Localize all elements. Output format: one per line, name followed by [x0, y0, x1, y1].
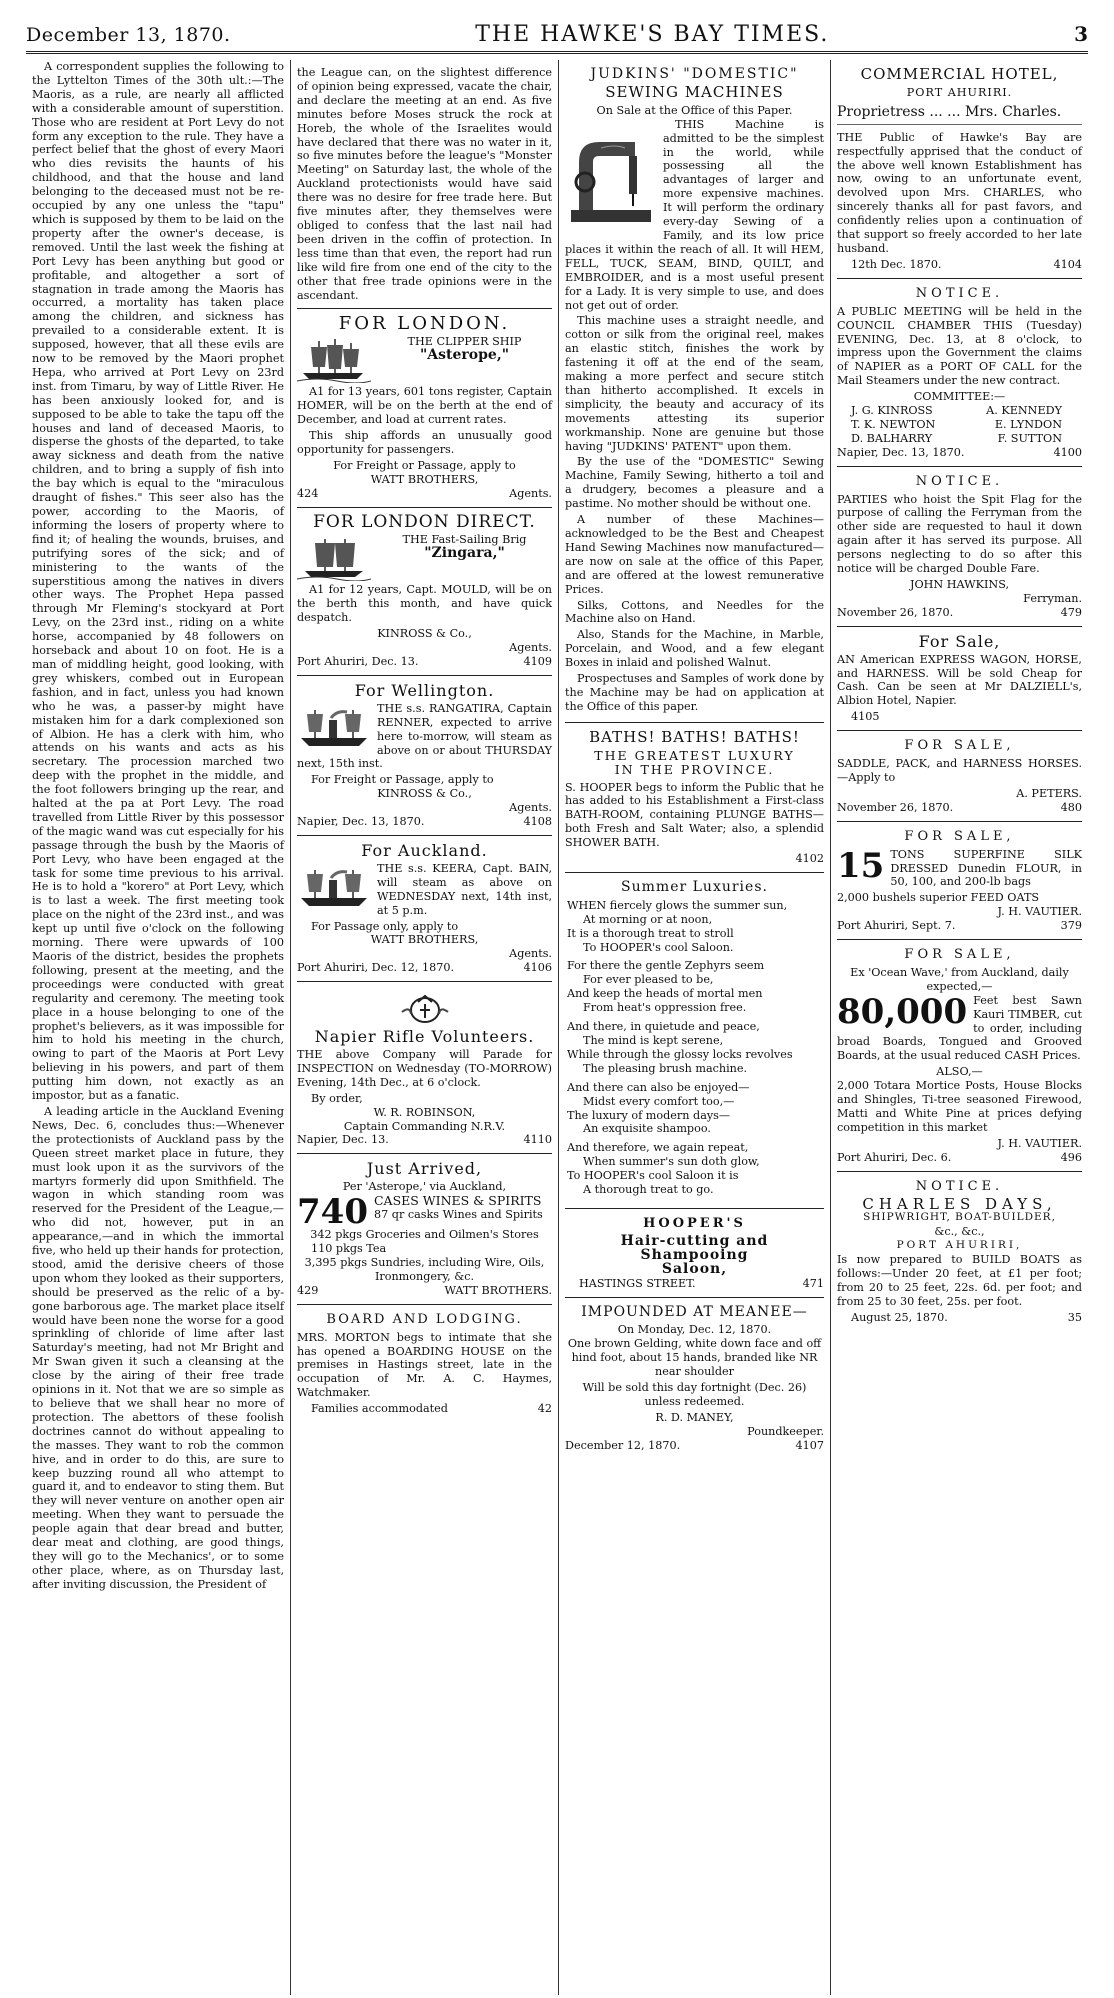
ad-body: A1 for 13 years, 601 tons register, Captain HOMER, will be on the berth at the end of December, and load at current rates.	[297, 385, 552, 427]
ad-place: Napier, Dec. 13.	[297, 1133, 389, 1147]
issue-date: December 13, 1870.	[26, 24, 231, 46]
newspaper-title: THE HAWKE'S BAY TIMES.	[475, 22, 830, 47]
ad-body: AN American EXPRESS WAGON, HORSE, and HARNESS. Will be sold Cheap for Cash. Can be seen at Mr DALZIELL's, Albion Hotel, Napier.	[837, 652, 1082, 708]
steamship-icon	[297, 704, 371, 750]
crest-icon	[398, 992, 452, 1026]
poem-line: And there can also be enjoyed—	[567, 1080, 750, 1094]
ad-for-sale-horses	[837, 731, 1082, 822]
ad-heading: For Sale,	[918, 631, 1001, 651]
signatory-title: Poundkeeper.	[747, 1424, 824, 1438]
ad-heading: For Wellington.	[354, 680, 495, 700]
quantity-figure: 80,000	[837, 991, 968, 1032]
ad-place: Port Ahuriri, Sept. 7.	[837, 919, 956, 933]
goods-line-4: 110 pkgs Tea	[311, 1242, 387, 1256]
ad-body: THE s.s. KEERA, Capt. BAIN, will steam as above on WEDNESDAY next, 14th inst, at 5 p.m.	[377, 861, 552, 917]
column-3	[558, 60, 830, 1995]
ad-for-wellington	[297, 676, 552, 836]
quantity-figure: 15	[837, 845, 885, 886]
signatory-title: Ferryman.	[1023, 591, 1082, 605]
committee-member: D. BALHARRY	[851, 431, 933, 445]
ad-body: PARTIES who hoist the Spit Flag for the purpose of calling the Ferryman from the other side are requested to haul it down again after it has served its purpose. All persons neglecting to do so after this notice will be charged Double Fare.	[837, 492, 1082, 576]
ad-heading: NOTICE.	[915, 285, 1004, 301]
ad-place: November 26, 1870.	[837, 800, 954, 814]
ad-hooper-saloon	[565, 1209, 824, 1298]
ad-number: 4107	[795, 1438, 824, 1452]
ad-number: 4102	[795, 852, 824, 866]
ad-for-london	[297, 309, 552, 507]
poem	[565, 899, 824, 1197]
ad-date: August 25, 1870.	[851, 1310, 948, 1324]
ad-notice-spit-flag	[837, 467, 1082, 627]
quantity-figure: 740	[297, 1192, 368, 1233]
ad-baths	[565, 723, 824, 873]
poem-line: The luxury of modern days—	[567, 1108, 731, 1122]
business-place: PORT AHURIRI,	[896, 1239, 1023, 1252]
ad-heading: FOR LONDON.	[338, 313, 511, 335]
poem-line: A thorough treat to go.	[583, 1183, 714, 1197]
ad-heading: NOTICE.	[915, 473, 1004, 489]
ad-heading: COMMERCIAL HOTEL,	[860, 65, 1059, 83]
business-name: CHARLES DAYS,	[862, 1194, 1057, 1213]
ad-place: Port Ahuriri, Dec. 6.	[837, 1150, 952, 1164]
committee-member: J. G. KINROSS	[851, 404, 933, 418]
ad-subheading: THE GREATEST LUXURY	[594, 747, 795, 763]
ad-heading: FOR SALE,	[904, 947, 1015, 963]
ad-body: One brown Gelding, white down face and off hind foot, about 15 hands, branded like NR near shoulder	[567, 1337, 822, 1379]
committee-member: T. K. NEWTON	[851, 417, 936, 431]
ad-sold-line: Will be sold this day fortnight (Dec. 26) unless redeemed.	[582, 1381, 807, 1408]
poem-line: An exquisite shampoo.	[583, 1122, 711, 1136]
ship-line: THE Fast-Sailing Brig	[402, 533, 527, 547]
saloon-line-2: Saloon,	[661, 1260, 728, 1277]
business-etc: &c., &c.,	[934, 1225, 985, 1239]
goods-line-3: 342 pkgs Groceries and Oilmen's Stores	[310, 1228, 539, 1242]
ad-footer: Families accommodated	[311, 1402, 448, 1416]
ship-line: THE CLIPPER SHIP	[407, 335, 522, 349]
poem-line: To HOOPER's cool Saloon.	[583, 940, 734, 954]
ad-for-auckland	[297, 836, 552, 982]
ship-name: "Asterope,"	[420, 347, 509, 364]
ad-number: 35	[1067, 1310, 1082, 1324]
committee-label: COMMITTEE:—	[913, 390, 1006, 404]
ad-number: 42	[537, 1402, 552, 1416]
signatory-name: JOHN HAWKINS,	[909, 578, 1010, 591]
poem-line: And there, in quietude and peace,	[567, 1020, 760, 1034]
poem-stanza	[565, 1081, 824, 1137]
ad-heading: For Auckland.	[361, 840, 488, 860]
ad-agent: WATT BROTHERS,	[370, 472, 479, 486]
poem-line: At morning or at noon,	[583, 912, 713, 926]
poem-line: When summer's sun doth glow,	[583, 1155, 760, 1169]
poem-line: For ever pleased to be,	[583, 973, 714, 987]
ad-london-direct	[297, 508, 552, 676]
ad-heading: Just Arrived,	[366, 1159, 483, 1179]
ad-board-lodging	[297, 1305, 552, 1422]
ad-number: 479	[1060, 605, 1082, 619]
ad-also: ALSO,—	[936, 1065, 983, 1079]
ad-body-2: 2,000 Totara Mortice Posts, House Blocks and Shingles, Ti-tree seasoned Firewood, Matti and White Pine at prices defying competition in this market	[837, 1079, 1082, 1134]
ad-number: 424	[297, 486, 319, 500]
ship-icon	[297, 337, 371, 383]
ad-heading: FOR LONDON DIRECT.	[313, 511, 536, 532]
committee-member: F. SUTTON	[997, 431, 1062, 445]
ad-number: 429	[297, 1283, 319, 1297]
ad-body: TONS SUPERFINE SILK DRESSED Dunedin FLOUR, in 50, 100, and 200-lb bags	[890, 847, 1082, 889]
ad-number: 4110	[523, 1133, 552, 1147]
signatory-title: Captain Commanding N.R.V.	[343, 1119, 506, 1133]
signatory-name: J. H. VAUTIER.	[997, 905, 1082, 919]
ad-body: SADDLE, PACK, and HARNESS HORSES.—Apply to	[837, 757, 1082, 784]
ad-body: THE above Company will Parade for INSPECTION on Wednesday (TO-MORROW) Evening, 14th Dec., at 6 o'clock.	[297, 1048, 552, 1089]
page-number: 3	[1074, 22, 1088, 46]
ad-number: 4108	[523, 815, 552, 829]
ad-body: Feet best Sawn Kauri TIMBER, cut to order, including broad Boards, Tongued and Grooved Boards, at the usual reduced CASH Prices.	[837, 993, 1082, 1063]
poem-stanza	[565, 1141, 824, 1197]
poem-line: It is a thorough treat to stroll	[567, 926, 734, 940]
column-2	[290, 60, 558, 1995]
signatory-name: J. H. VAUTIER.	[997, 1136, 1082, 1150]
poem-line: The mind is kept serene,	[583, 1034, 724, 1047]
ad-agents: Agents.	[509, 801, 552, 815]
ship-name: "Zingara,"	[424, 545, 505, 562]
article-maori-prophet: A correspondent supplies the following to the Lyttelton Times of the 30th ult.:—The Maoris, as a rule, are nearly all afflicted with a considerable amount of superstition. Those who are resident at Port Levy do not form any exception to the rule. They have a perfect belief that the ghost of every Maori who dies revisits the haunts of his childhood, and that the house and land belonging to the deceased must not be re-occupied by any one unless the "tapu" which is supposed by them to be laid on the property after the owner's decease, is removed. Until the last week the fishing at Port Levy has been anything but good or profitable, and altogether a sort of stagnation in trade among the Maoris has occurred, a mortality has taken place among the children, and sickness has prevailed to a considerable extent. It is supposed, however, that all these evils are now to be removed by the Maori prophet Hepa, who arrived at Port Levy on 23rd inst. from Timaru, by way of Little River. He has been anxiously looked for, and is supposed to be able to take the tapu off the houses and land of deceased Maoris, to disperse the ghosts of the departed, to take away sickness and death from the native children, and to bring a supply of fish into the bay which is equal to the "miraculous draught of fishes." This seer also has the power, according to the Maoris, of informing the losers of property where to find it; of healing the wounds, bruises, and putrifying sores of the sick; and of ministering to the wants of the superstitious among the natives in divers other ways. The Prophet Hepa passed through Mr Fleming's stockyard at Port Levy, on the 23rd inst., riding on a white horse, accompanied by 48 followers on horseback and about 10 on foot. He is a man of middling height, good looking, with grey whiskers, combed out in European fashion, and in fact, unless you had known who he was, a passer-by might have mistaken him for a dark complexioned son of Albion. He has a clerk with him, who attends on his wants and acts as his secretary. The procession marched two deep with the prophet in the middle, and the foot followers bringing up the rear, and halted at the pa at Port Levy. The road travelled from Little River by this possessor of the magic wand was cut especially for his passage through the bush by the Maoris of Port Levy, who have been engaged at the task for some time previous to his arrival. He is to hold a "korero" at Port Levy, which is to last a week. The first meeting took place on the night of the 23rd inst., and was kept up until five o'clock on the following morning. There were upwards of 100 Maoris of the district, besides the prophets following, present at the meeting, and the proceedings were conducted with great regularity and ceremony. The meeting took place in a house belonging to one of the prophet's believers, as it was impossible for him to hold his meeting in the church, owing to part of the Maoris at Port Levy believing in his powers, and part of them putting him down, not exactly as an impostor, but as a fanatic.	[32, 60, 284, 1103]
ad-apply: For Freight or Passage, apply to	[333, 458, 516, 472]
sewing-para-6: Also, Stands for the Machine, in Marble, Porcelain, and Wood, and a few elegant Boxes in inlaid and polished Walnut.	[565, 628, 824, 670]
ad-date: 12th Dec. 1870.	[851, 257, 942, 271]
sewing-para-5: Silks, Cottons, and Needles for the Machine also on Hand.	[565, 598, 824, 626]
column-1	[26, 60, 290, 1995]
article-auckland-protection: A leading article in the Auckland Evening News, Dec. 6, concludes thus:—Whenever the protectionists of Auckland pass by the Queen street market place in future, they must look upon it as the survivors of the martyrs formerly did upon Smithfield. The wagon in which standing room was reserved for the President of the League,—who did not, however, put in an appearance,—and in which the immortal five, who held up their hands for protection, stood, amid the derisive cheers of those upon whom they looked as their supporters, should be preserved as the relic of a by-gone barborous age. The market place itself would have been none the worse for a good sprinkling of chloride of lime after last Saturday's meeting, had not Mr Bright and Mr Swan given it such a cleansing at the close by the airing of their free trade opinions in it. Not that we are so simple as to believe that we shall hear no more of protection. The abettors of these foolish doctrines cannot do without appealing to the masses. They want to rob the common hive, and in order to do this, are sure to keep buzzing round all who attempt to guard it, and to endeavor to sting them. But they will never venture on another open air meeting. When they want to persuade the people again that dear bread and butter, dear meat and clothing, are good things, they will go to the Mechanics', or to some other place, where, as on Thursday last, after inviting discussion, the President of	[32, 1104, 284, 1591]
ad-heading: BOARD AND LODGING.	[326, 1311, 523, 1327]
ad-body: THE Public of Hawke's Bay are respectfully apprised that the conduct of the above well known Establishment has now, owing to an unfortunate event, devolved upon Mrs. CHARLES, who sincerely thanks all for past favors, and confidently relies upon a continuation of that support so freely accorded to her late husband.	[837, 130, 1082, 255]
ad-for-sale-timber	[837, 940, 1082, 1172]
ad-number: 4100	[1053, 445, 1082, 459]
ad-impounded	[565, 1298, 824, 1459]
ad-body: Is now prepared to BUILD BOATS as follows:—Under 20 feet, at £1 per foot; from 20 to 25 feet, 22s. 6d. per foot; and from 25 to 30 feet, 25s. per foot.	[837, 1253, 1082, 1308]
ad-body: MRS. MORTON begs to intimate that she has opened a BOARDING HOUSE on the premises in Hastings street, late in the occupation of Mr. A. C. Haymes, Watchmaker.	[297, 1330, 552, 1400]
committee-member: E. LYNDON	[994, 417, 1062, 431]
ad-body: A PUBLIC MEETING will be held in the COUNCIL CHAMBER THIS (Tuesday) EVENING, Dec. 13, at 8 o'clock, to impress upon the Government the claims of NAPIER as a PORT OF CALL for the Mail Steamers under the new contract.	[837, 304, 1082, 388]
poem-line: And therefore, we again repeat,	[567, 1141, 749, 1155]
ad-body: THE s.s. RANGATIRA, Captain RENNER, expected to arrive here to-morrow, will steam as above on or about THURSDAY next, 15th inst.	[297, 701, 552, 771]
ad-body: S. HOOPER begs to inform the Public that he has added to his Establishment a First-class BATH-ROOM, containing PLUNGE BATHS—both Fresh and Salt Water; also, a splendid SHOWER BATH.	[565, 780, 824, 850]
poem-stanza	[565, 1020, 824, 1076]
ad-just-arrived	[297, 1154, 552, 1304]
poem-line: And keep the heads of mortal men	[567, 987, 763, 1001]
signatory-name: W. R. ROBINSON,	[373, 1105, 476, 1119]
ad-heading: IMPOUNDED AT MEANEE—	[581, 1303, 808, 1320]
ad-place: November 26, 1870.	[837, 605, 954, 619]
ad-heading: HOOPER'S	[643, 1215, 746, 1231]
ad-commercial-hotel	[837, 60, 1082, 279]
sewing-machine-icon	[565, 122, 657, 232]
ad-subheading: Per 'Asterope,' via Auckland,	[342, 1180, 507, 1194]
ship-icon	[297, 535, 371, 581]
business-trade: SHIPWRIGHT, BOAT-BUILDER,	[863, 1211, 1056, 1224]
ad-body-2: 2,000 bushels superior FEED OATS	[837, 891, 1040, 905]
ad-number: 4106	[523, 961, 552, 975]
steamship-icon	[297, 864, 371, 910]
sewing-para-1: THIS Machine is admitted to be the simplest in the world, while possessing all the advantages of larger and more expensive machines. It will perform the ordinary every-day Sewing of a Family, and its low price places it within the reach of all. It will HEM, FELL, TUCK, SEAM, BIND, QUILT, and EMBROIDER, and is a most useful present for a Lady. It is very simple to use, and does not get out of order.	[565, 117, 824, 312]
ad-place: Port Ahuriri, Dec. 13.	[297, 655, 419, 668]
ad-for-sale-wagon	[837, 627, 1082, 731]
goods-line-5: 3,395 pkgs Sundries, including Wire, Oils, Ironmongery, &c.	[304, 1256, 545, 1283]
ad-agent: KINROSS & Co.,	[377, 627, 472, 641]
saloon-line-1: Hair-cutting and Shampooing	[620, 1232, 769, 1263]
goods-line-2: 87 qr casks Wines and Spirits	[373, 1208, 543, 1222]
ad-place: December 12, 1870.	[565, 1438, 681, 1452]
ad-heading: NOTICE.	[915, 1178, 1004, 1194]
ad-agents: Agents.	[509, 641, 552, 655]
ad-heading-2: SEWING MACHINES	[605, 82, 784, 101]
ad-place: Napier, Dec. 13, 1870.	[837, 445, 965, 459]
ad-number: 4105	[851, 710, 880, 724]
ad-notice-boat-builder	[837, 1172, 1082, 1331]
ad-napier-rifles	[297, 982, 552, 1154]
poem-line: From heat's oppression free.	[583, 1001, 747, 1015]
poem-line: To HOOPER's cool Saloon it is	[567, 1169, 739, 1183]
proprietress-line: Proprietress ... ... Mrs. Charles.	[837, 106, 1082, 125]
ad-heading: FOR SALE,	[904, 738, 1015, 754]
ad-heading: FOR SALE,	[904, 828, 1015, 844]
ad-number: 471	[802, 1276, 824, 1290]
ad-agents: Agents.	[509, 486, 552, 500]
goods-line-1: CASES WINES & SPIRITS	[373, 1193, 542, 1209]
ad-apply: For Passage only, apply to	[311, 919, 459, 933]
ad-number: 379	[1060, 919, 1082, 933]
ad-sale-line: On Sale at the Office of this Paper.	[596, 103, 793, 117]
ad-body: A1 for 12 years, Capt. MOULD, will be on the berth this month, and have quick despatch.	[297, 583, 552, 625]
by-order: By order,	[311, 1091, 363, 1105]
ad-summer-luxuries	[565, 873, 824, 1209]
ad-number: 4109	[523, 655, 552, 668]
poem-stanza	[565, 899, 824, 955]
ad-place: Port Ahuriri, Dec. 12, 1870.	[297, 961, 455, 975]
ad-place: Napier, Dec. 13, 1870.	[297, 815, 425, 829]
signatory-name: A. PETERS.	[1016, 786, 1082, 800]
ad-heading: Summer Luxuries.	[621, 878, 768, 895]
ad-agent: WATT BROTHERS.	[444, 1283, 552, 1297]
ad-heading: Napier Rifle Volunteers.	[314, 1027, 535, 1047]
sewing-para-2: This machine uses a straight needle, and cotton or silk from the original reel, makes an elastic stitch, finishes the work by fastening it off at the end of the seam, making a more perfect and secure stitch than hitherto accomplished. It excels in simplicity, the beauty and accuracy of its movements attesting its superior workmanship. None are genuine but those having "JUDKINS' PATENT" upon them.	[565, 314, 824, 453]
sewing-para-4: A number of these Machines—acknowledged to be the Best and Cheapest Hand Sewing Machines now manufactured—are now on sale at the office of this Paper, and are offered at the lowest remunerative Prices.	[565, 513, 824, 596]
ad-number: 480	[1060, 800, 1082, 814]
ad-agent: WATT BROTHERS,	[370, 933, 479, 947]
ad-for-sale-flour	[837, 822, 1082, 940]
column-4	[830, 60, 1088, 1995]
saloon-street: HASTINGS STREET.	[579, 1276, 696, 1290]
ad-subheading-2: IN THE PROVINCE.	[614, 761, 775, 777]
ad-agents: Agents.	[509, 947, 552, 961]
ad-heading: JUDKINS' "DOMESTIC"	[590, 66, 799, 82]
signatory-name: R. D. MANEY,	[655, 1410, 734, 1424]
ad-number: 496	[1060, 1150, 1082, 1164]
ad-subheading: PORT AHURIRI.	[906, 85, 1013, 99]
poem-line: While through the glossy locks revolves	[567, 1047, 793, 1061]
committee-member: A. KENNEDY	[986, 404, 1062, 418]
ad-body-2: This ship affords an unusually good opportunity for passengers.	[297, 429, 552, 456]
article-continued-text: the League can, on the slightest difference of opinion being expressed, vacate the chair, and declare the meeting at an end. As five minutes before Moses struck the rock at Horeb, the whole of the Israelites would have declared that there was no water in it, so five minutes before the league's "Monster Meeting" on Saturday last, the whole of the Auckland protectionists would have said there was no desire for free trade here. But five minutes after, they themselves were obliged to confess that the last nail had been driven in the coffin of protection. In less time than that even, the report had run like wild fire from one end of the city to the other that free trade opinions were in the ascendant.	[297, 66, 552, 302]
masthead	[26, 22, 1088, 54]
ad-notice-public-meeting	[837, 279, 1082, 467]
impound-date: On Monday, Dec. 12, 1870.	[617, 1323, 772, 1337]
poem-line: Midst every comfort too,—	[583, 1094, 735, 1108]
sewing-para-3: By the use of the "DOMESTIC" Sewing Machine, Family Sewing, hitherto a toil and a drudgery, becomes a pleasure and a pastime. No mother should be without one.	[565, 455, 824, 511]
ad-number: 4104	[1053, 257, 1082, 271]
sewing-para-7: Prospectuses and Samples of work done by the Machine may be had on application at the Office of this paper.	[565, 672, 824, 713]
poem-line: The pleasing brush machine.	[583, 1061, 748, 1075]
ad-sewing-machines	[565, 60, 824, 723]
article-continued	[297, 60, 552, 309]
ad-apply: For Freight or Passage, apply to	[311, 773, 494, 787]
ad-subheading: Ex 'Ocean Wave,' from Auckland, daily expected,—	[850, 965, 1069, 993]
poem-line: WHEN fiercely glows the summer sun,	[567, 898, 788, 912]
poem-line: For there the gentle Zephyrs seem	[567, 959, 765, 973]
ad-heading: BATHS! BATHS! BATHS!	[589, 727, 800, 746]
ad-agent: KINROSS & Co.,	[377, 787, 472, 801]
poem-stanza	[565, 959, 824, 1015]
